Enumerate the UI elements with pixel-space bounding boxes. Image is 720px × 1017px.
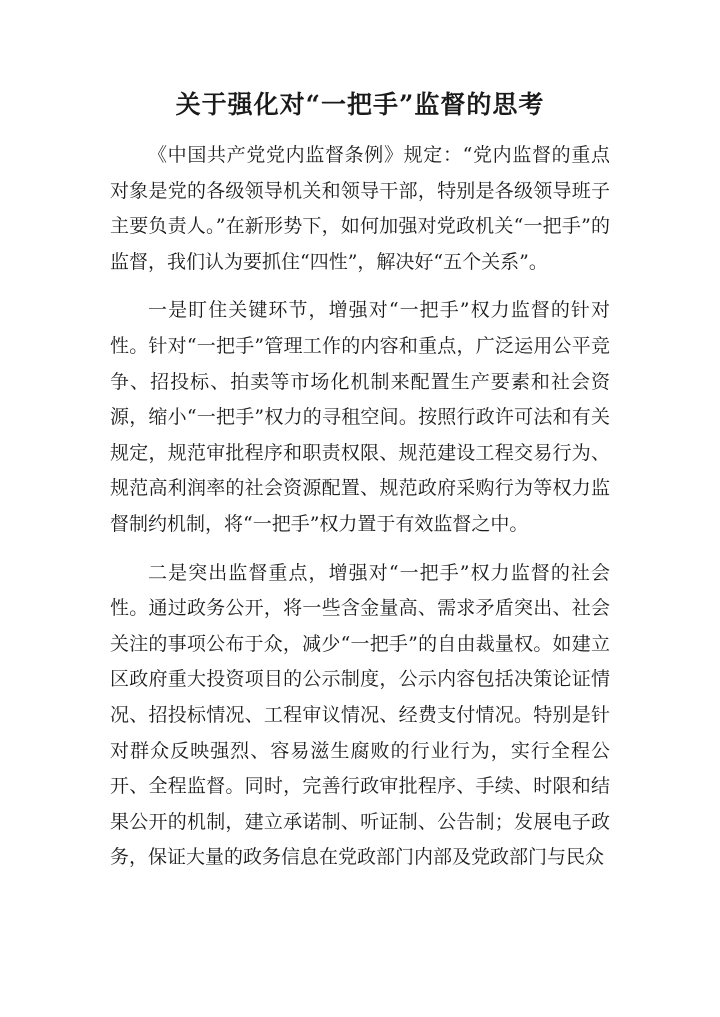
paragraph-second-point: 二是突出监督重点，增强对“一把手”权力监督的社会性。通过政务公开，将一些含金量高、需求矛盾突出、社会关注的事项公布于众，减少“一把手”的自由裁量权。如建立区政府重大投资项目的公示制度，公示内容包括决策论证情况、招投标情况、工程审议情况、经费支付情况。特别是针对群众反映强烈、容易滋生腐败的行业行为，实行全程公开、全程监督。同时，完善行政审批程序、手续、时限和结果公开的机制，建立承诺制、听证制、公告制；发展电子政务，保证大量的政务信息在党政部门内部及党政部门与民众 [110, 561, 610, 869]
paragraph-intro: 《中国共产党党内监督条例》规定：“党内监督的重点对象是党的各级领导机关和领导干部，特别是各级领导班子主要负责人。”在新形势下，如何加强对党政机关“一把手”的监督，我们认为要抓住“四性”，解决好“五个关系”。 [110, 144, 610, 273]
paragraph-first-point: 一是盯住关键环节，增强对“一把手”权力监督的针对性。针对“一把手”管理工作的内容和重点，广泛运用公平竞争、招投标、拍卖等市场化机制来配置生产要素和社会资源，缩小“一把手”权力的寻租空间。按照行政许可法和有关规定，规范审批程序和职责权限、规范建设工程交易行为、规范高利润率的社会资源配置、规范政府采购行为等权力监督制约机制，将“一把手”权力置于有效监督之中。 [110, 299, 610, 535]
document-title: 关于强化对“一把手”监督的思考 [175, 90, 545, 119]
document-body [110, 138, 610, 876]
